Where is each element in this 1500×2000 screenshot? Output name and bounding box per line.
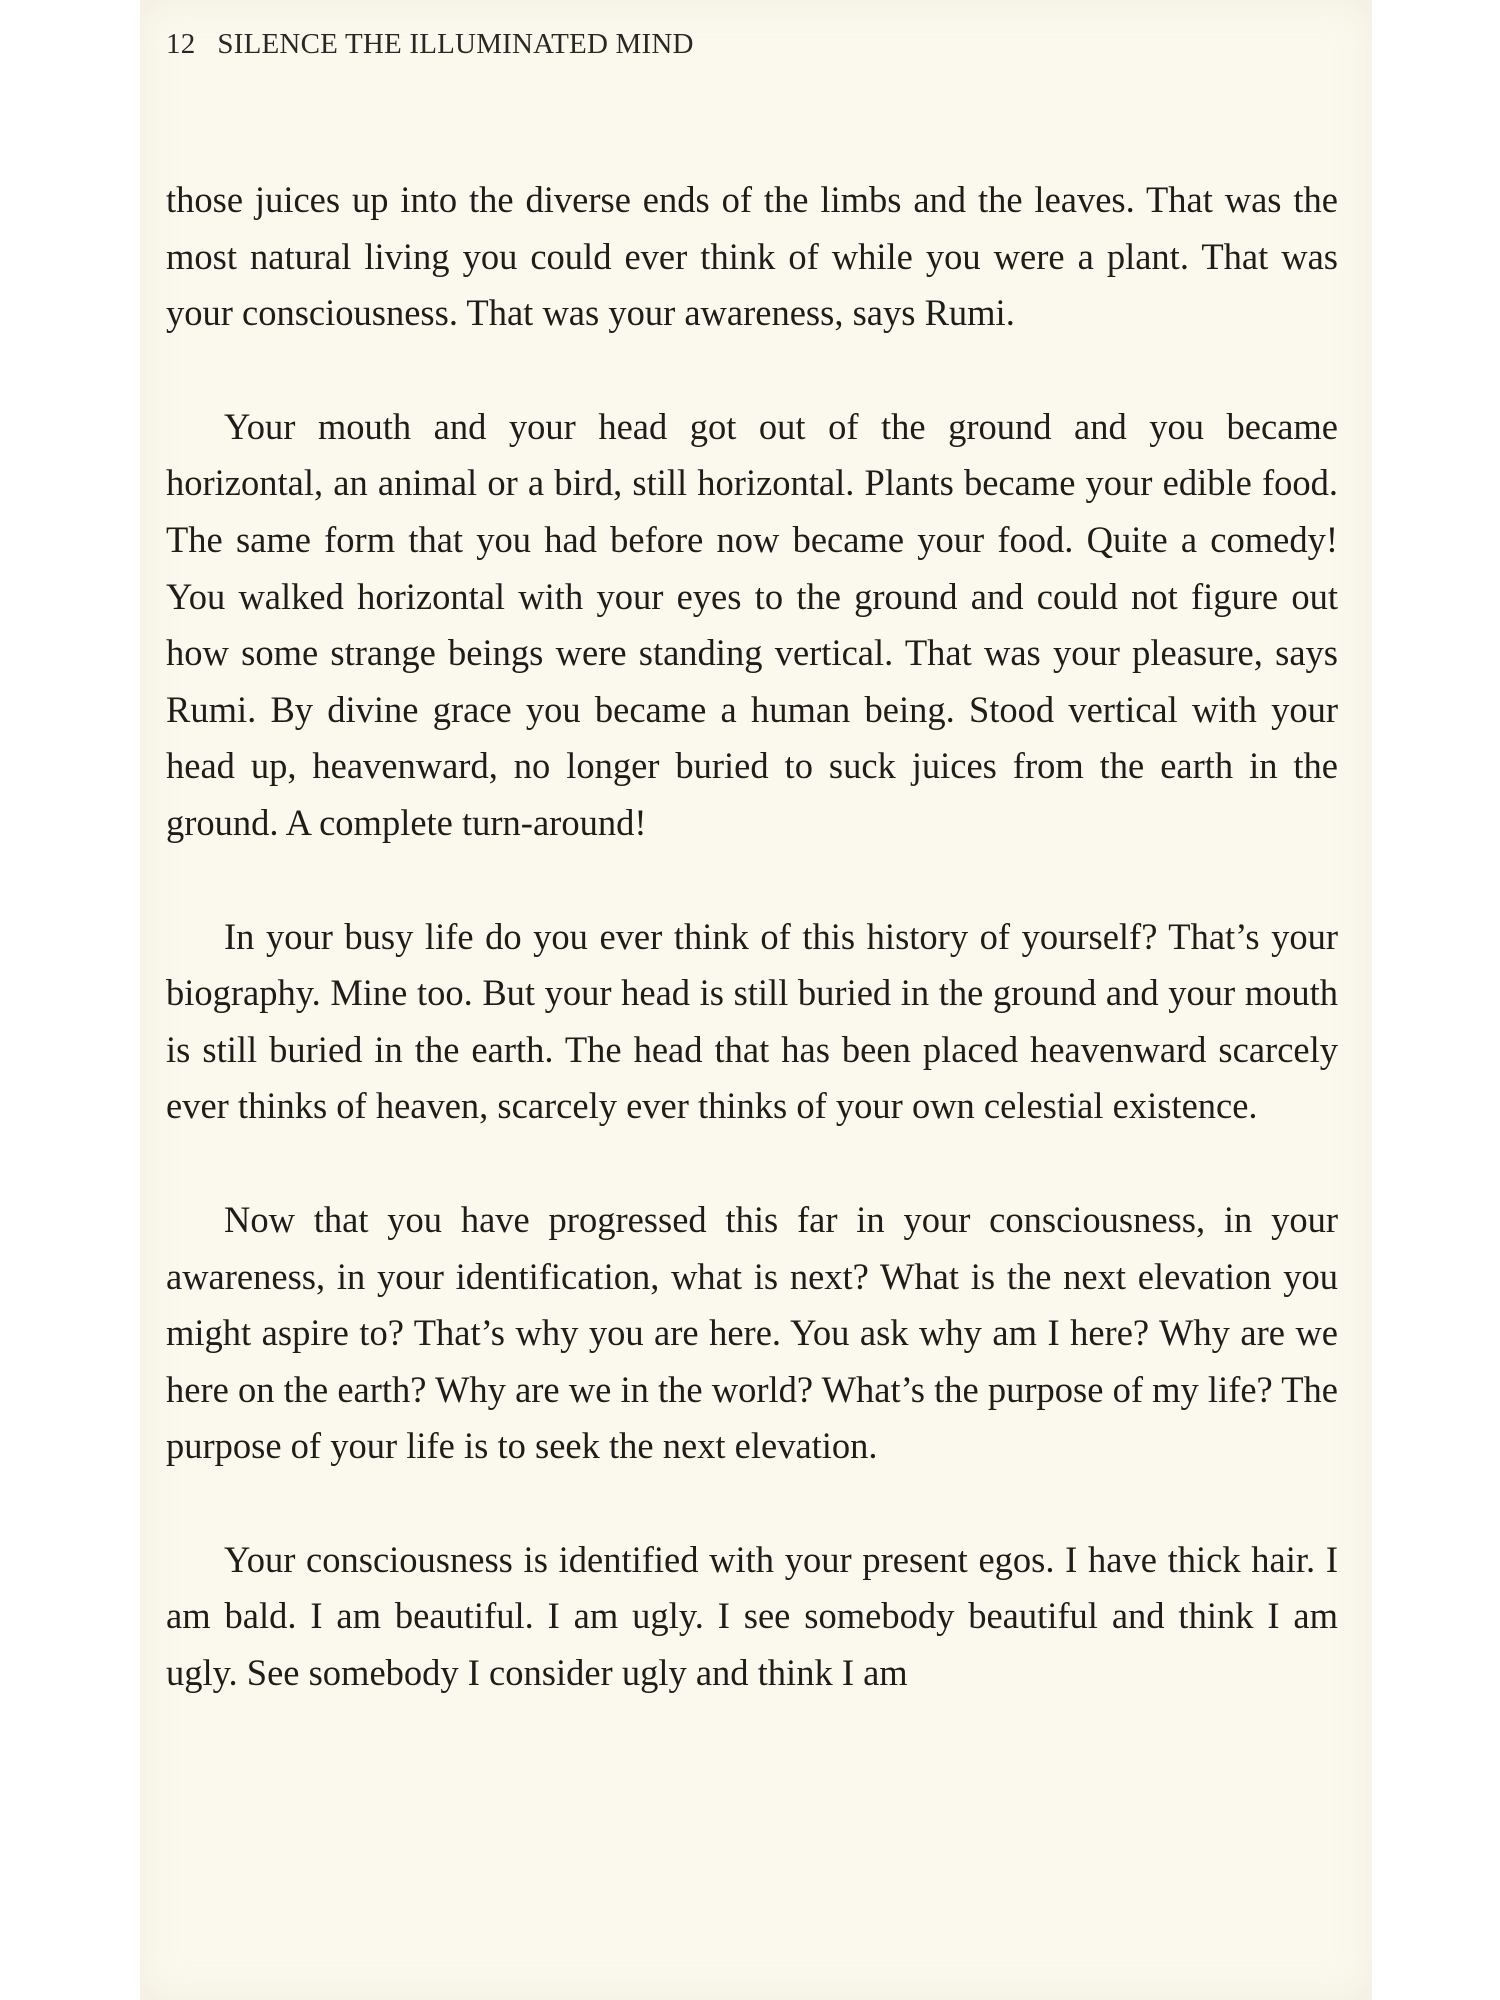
page-number: 12 [166, 28, 196, 60]
body-text [166, 172, 1338, 1759]
paragraph-2: Your mouth and your head got out of the ground and you became horizontal, an animal or a bird, still horizontal. Plants became your edible food. The same form that you had before now became your food. Quite a comedy! You walked horizontal with your eyes to the ground and could not figure out how some strange beings were standing vertical. That was your pleasure, says Rumi. By divine grace you became a human being. Stood vertical with your head up, heavenward, no longer buried to suck juices from the earth in the ground. A complete turn-around! [166, 405, 1338, 843]
paragraph-1: those juices up into the diverse ends of the limbs and the leaves. That was the most natural living you could ever think of while you were a plant. That was your consciousness. That was your awareness, says Rumi. [166, 179, 1338, 334]
paragraph-3: In your busy life do you ever think of this history of yourself? That’s your biography. Mine too. But your head is still buried in the ground and your mouth is still buried in the earth. The head that has been placed heavenward scarcely ever thinks of heaven, scarcely ever thinks of your own celestial existence. [166, 915, 1338, 1127]
running-title: SILENCE THE ILLUMINATED MIND [217, 28, 694, 60]
running-header [166, 28, 694, 61]
paragraph-4: Now that you have progressed this far in your consciousness, in your awareness, in your identification, what is next? What is the next elevation you might aspire to? That’s why you are here. You ask why am I here? Why are we here on the earth? Why are we in the world? What’s the purpose of my life? The purpose of your life is to seek the next elevation. [166, 1198, 1338, 1467]
paragraph-5: Your consciousness is identified with your present egos. I have thick hair. I am bald. I am beautiful. I am ugly. I see somebody beautiful and think I am ugly. See somebody I consider ugly and think I am [166, 1538, 1338, 1694]
